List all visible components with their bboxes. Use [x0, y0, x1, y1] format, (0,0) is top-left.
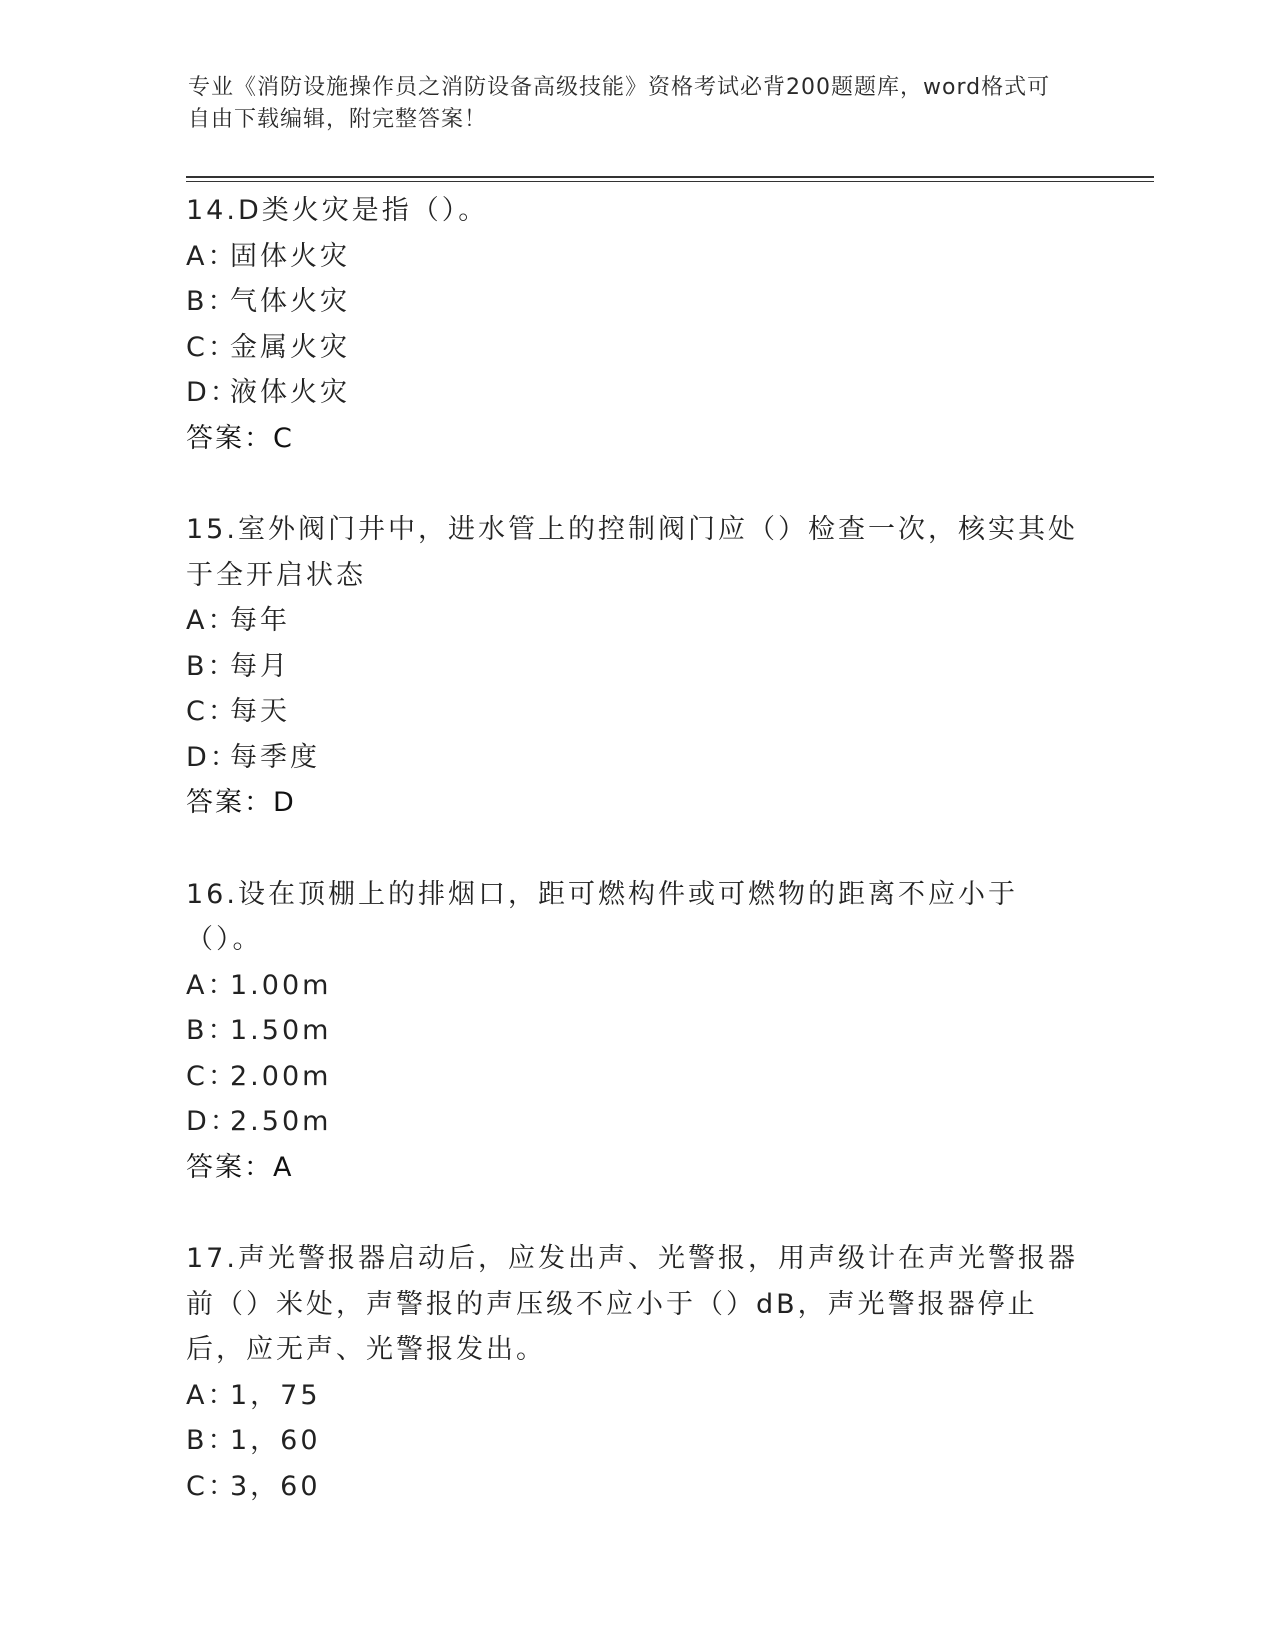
option-d [186, 735, 1086, 781]
option-b [186, 279, 1086, 325]
option-c [186, 1054, 1086, 1100]
option-c [186, 325, 1086, 371]
option-letter: A： [186, 969, 238, 1001]
option-d [186, 370, 1086, 416]
question-16 [186, 872, 1086, 1191]
option-text: 2.00m [230, 1060, 332, 1092]
option-b [186, 1008, 1086, 1054]
option-text: 每季度 [230, 741, 320, 773]
option-letter: D： [186, 741, 240, 773]
header-rule-thin [186, 181, 1154, 182]
option-c [186, 689, 1086, 735]
question-stem: 16.设在顶棚上的排烟口，距可燃构件或可燃物的距离不应小于（）。 [186, 878, 1018, 955]
option-letter: C： [186, 1470, 238, 1502]
document-header: 专业《消防设施操作员之消防设备高级技能》资格考试必背200题题库，word格式可自由下载编辑，附完整答案！ [188, 75, 1051, 132]
answer-line: 答案：C [186, 422, 294, 454]
option-d [186, 1099, 1086, 1145]
question-17 [186, 1236, 1086, 1509]
option-b [186, 1418, 1086, 1464]
option-text: 每年 [230, 605, 290, 636]
option-letter: A： [186, 1379, 238, 1411]
option-letter: A： [186, 240, 238, 272]
option-text: 1.50m [230, 1015, 332, 1046]
option-letter: D： [186, 1106, 240, 1137]
option-text: 3，60 [230, 1470, 321, 1502]
option-letter: B： [186, 286, 238, 317]
option-text: 1，75 [230, 1379, 321, 1411]
option-text: 固体火灾 [230, 240, 350, 272]
option-letter: B： [186, 650, 238, 682]
option-text: 气体火灾 [230, 286, 350, 317]
option-text: 2.50m [230, 1106, 332, 1137]
answer-line: 答案：D [186, 787, 296, 818]
option-b [186, 644, 1086, 690]
option-text: 液体火灾 [230, 377, 350, 408]
option-text: 每天 [230, 696, 290, 727]
question-15 [186, 507, 1086, 826]
option-letter: C： [186, 331, 238, 363]
option-text: 1.00m [230, 969, 332, 1001]
option-a [186, 963, 1086, 1009]
answer-line: 答案：A [186, 1151, 294, 1183]
option-a [186, 1373, 1086, 1419]
option-text: 1，60 [230, 1425, 321, 1456]
option-letter: B： [186, 1015, 238, 1046]
option-letter: C： [186, 696, 238, 727]
option-letter: D： [186, 377, 240, 408]
option-text: 每月 [230, 650, 290, 682]
option-text: 金属火灾 [230, 331, 350, 363]
option-letter: B： [186, 1425, 238, 1456]
question-14 [186, 188, 1086, 461]
question-stem: 15.室外阀门井中，进水管上的控制阀门应（）检查一次，核实其处于全开启状态 [186, 514, 1078, 591]
option-letter: C： [186, 1060, 238, 1092]
option-c [186, 1464, 1086, 1510]
option-letter: A： [186, 605, 238, 636]
header-rule-thick [186, 176, 1154, 178]
option-a [186, 598, 1086, 644]
question-stem: 17.声光警报器启动后，应发出声、光警报，用声级计在声光警报器前（）米处，声警报的声压级不应小于（）dB，声光警报器停止后，应无声、光警报发出。 [186, 1243, 1078, 1365]
question-list [186, 188, 1086, 1555]
question-stem: 14.D类火灾是指（）。 [186, 195, 489, 226]
option-a [186, 234, 1086, 280]
